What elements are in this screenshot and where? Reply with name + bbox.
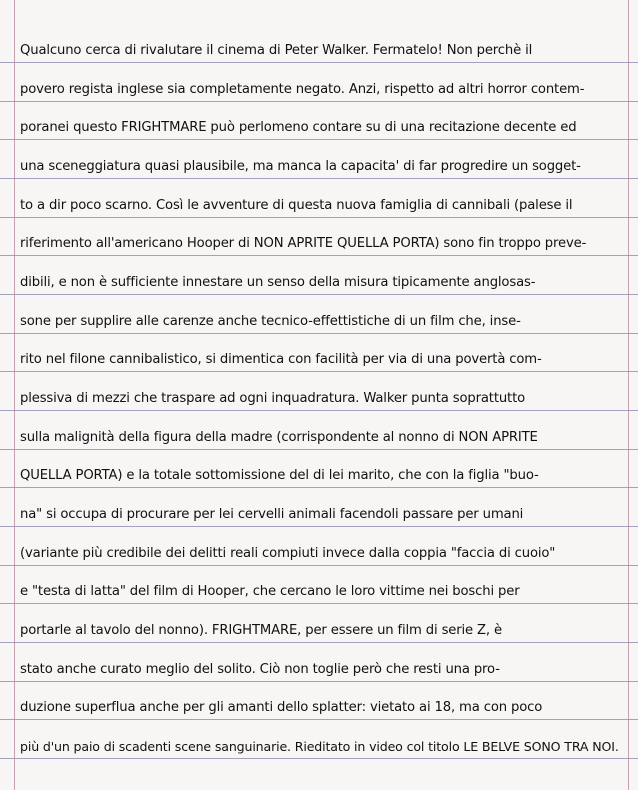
- text-line: na" si occupa di procurare per lei cervelli animali facendoli passare per umani: [20, 507, 524, 522]
- text-line: rito nel filone cannibalistico, si dimentica con facilità per via di una povertà com-: [20, 352, 542, 367]
- text-line: duzione superflua anche per gli amanti dello splatter: vietato ai 18, ma con poco: [20, 700, 543, 715]
- text-line: to a dir poco scarno. Così le avventure di questa nuova famiglia di cannibali (palese il: [20, 198, 573, 213]
- text-line: una sceneggiatura quasi plausibile, ma manca la capacita' di far progredire un sogget-: [20, 159, 581, 174]
- text-line: (variante più credibile dei delitti reali compiuti invece dalla coppia "faccia di cuoio": [20, 546, 556, 561]
- text-line: QUELLA PORTA) e la totale sottomissione del di lei marito, che con la figlia "buo-: [20, 468, 539, 483]
- text-line: stato anche curato meglio del solito. Ciò non toglie però che resti una pro-: [20, 662, 500, 677]
- text-line: sone per supplire alle carenze anche tecnico-effettistiche di un film che, inse-: [20, 314, 521, 329]
- text-line: poranei questo FRIGHTMARE può perlomeno contare su di una recitazione decente ed: [20, 120, 577, 135]
- text-line: sulla malignità della figura della madre (corrispondente al nonno di NON APRITE: [20, 430, 538, 445]
- text-line: portarle al tavolo del nonno). FRIGHTMARE, per essere un film di serie Z, è: [20, 623, 502, 638]
- text-line: riferimento all'americano Hooper di NON APRITE QUELLA PORTA) sono fin troppo preve-: [20, 236, 587, 251]
- margin-line-right: [628, 0, 629, 790]
- text-line: dibili, e non è sufficiente innestare un senso della misura tipicamente anglosas-: [20, 275, 536, 290]
- text-line: plessiva di mezzi che traspare ad ogni inquadratura. Walker punta soprattutto: [20, 391, 526, 406]
- text-line: povero regista inglese sia completamente negato. Anzi, rispetto ad altri horror contem-: [20, 82, 585, 97]
- text-line: e "testa di latta" del film di Hooper, che cercano le loro vittime nei boschi per: [20, 584, 520, 599]
- text-line: più d'un paio di scadenti scene sanguinarie. Rieditato in video col titolo LE BELVE SONO TRA NOI.: [20, 739, 619, 754]
- text-line: Qualcuno cerca di rivalutare il cinema di Peter Walker. Fermatelo! Non perchè il: [20, 43, 533, 58]
- margin-line-left: [14, 0, 15, 790]
